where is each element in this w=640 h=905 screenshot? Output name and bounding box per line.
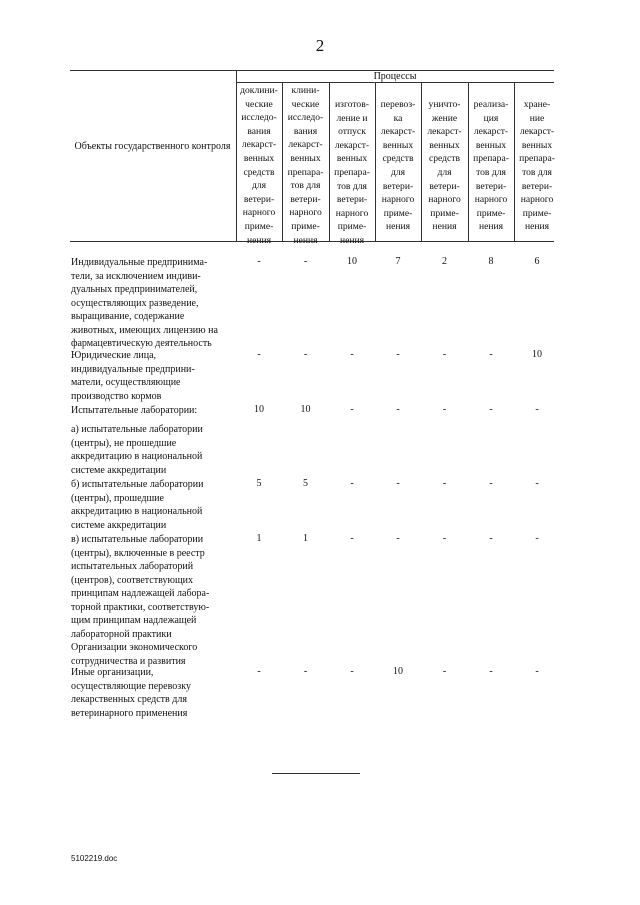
table-cell: 10 (300, 404, 311, 415)
table-cell: 1 (303, 533, 308, 544)
table-cell: 2 (442, 256, 447, 267)
column-header-manufacture: изготов- ление и отпуск лекарст- венных препара- тов для ветери- нарного приме- нения (334, 99, 370, 246)
table-cell: - (257, 666, 261, 677)
table-cell: - (535, 404, 539, 415)
row-label: Испытательные лаборатории: (71, 405, 198, 416)
table-cell: - (303, 666, 308, 677)
table-cell: - (535, 666, 539, 677)
document-reference: 5102219.doc (71, 854, 118, 863)
column-header-storage: хране- ние лекарст- венных препара- тов для ветери- нарного приме- нения (519, 99, 555, 233)
table-cell: - (303, 256, 308, 267)
table-cell: - (396, 349, 400, 360)
processes-rule (236, 82, 554, 83)
table-cell: - (489, 666, 493, 677)
table-cell: - (350, 533, 354, 544)
page-number: 2 (315, 36, 325, 55)
table-cell: 6 (534, 256, 540, 267)
table-cell: - (535, 478, 539, 489)
table-cell: - (303, 349, 308, 360)
table-cell: - (257, 256, 261, 267)
table-cell: 5 (303, 478, 308, 489)
column-header-transport: перевоз- ка лекарст- венных средств для ветери- нарного приме- нения (380, 99, 416, 233)
row-label: б) испытательные лаборатории (центры), прошедшие аккредитацию в национальной системе аккредитации (71, 479, 204, 531)
table-cell: - (396, 478, 400, 489)
objects-column-header: Объекты государственного контроля (74, 141, 231, 152)
column-header-clinical: клини- ческие исследо- вания лекарст- венных препара- тов для ветери- нарного приме- нения (287, 85, 324, 246)
table-cell: - (350, 478, 354, 489)
table-cell: 10 (254, 404, 264, 415)
table-cell: - (442, 666, 447, 677)
table-cell: - (350, 666, 354, 677)
table-cell: - (396, 533, 400, 544)
footer-rule (272, 773, 360, 774)
table-cell: 10 (532, 349, 542, 360)
row-label: Иные организации, осуществляющие перевозку лекарственных средств для ветеринарного применения (71, 667, 191, 719)
table-cell: - (442, 478, 447, 489)
table-cell: 8 (488, 256, 494, 267)
table-cell: 5 (256, 478, 262, 489)
table-cell: - (489, 404, 493, 415)
table-cell: - (442, 349, 447, 360)
row-label: Юридические лица, индивидуальные предприни- матели, осуществляющие производство кормов (71, 350, 195, 402)
table-cell: - (489, 349, 493, 360)
table-cell: - (489, 478, 493, 489)
table-cell: - (257, 349, 261, 360)
table-cell: - (442, 533, 447, 544)
table-cell: - (489, 533, 493, 544)
column-header-sale: реализа- ция лекарст- венных препара- тов для ветери- нарного приме- нения (473, 99, 509, 233)
table-cell: - (350, 349, 354, 360)
row-label: а) испытательные лаборатории (центры), не прошедшие аккредитацию в национальной системе аккредитации (71, 424, 203, 476)
table-cell: 7 (395, 256, 401, 267)
table-cell: 10 (347, 256, 357, 267)
table-cell: - (396, 404, 400, 415)
column-header-destruction: уничто- жение лекарст- венных средств для ветери- нарного приме- нения (427, 99, 462, 233)
column-header-preclinical: доклини- ческие исследо- вания лекарст- венных средств для ветери- нарного приме- нения (240, 85, 278, 246)
table-cell: - (350, 404, 354, 415)
table-cell: - (442, 404, 447, 415)
row-label: в) испытательные лаборатории (центры), включенные в реестр испытательных лабораторий (центров), соответствующих принципам надлежащей лабора- торной практики, соответствую- щим принципам надлежащей лабораторной практики Организации экономического сотрудничества и развития (71, 534, 210, 667)
table-cell: - (535, 533, 539, 544)
table-cell: 1 (256, 533, 262, 544)
processes-header: Процессы (373, 71, 417, 82)
table-cell: 10 (393, 666, 403, 677)
row-label: Индивидуальные предпринима- тели, за исключением индиви- дуальных предпринимателей, осуществляющих разведение, выращивание, содержание животных, имеющих лицензию на фармацевтическую деятельность (71, 257, 218, 349)
